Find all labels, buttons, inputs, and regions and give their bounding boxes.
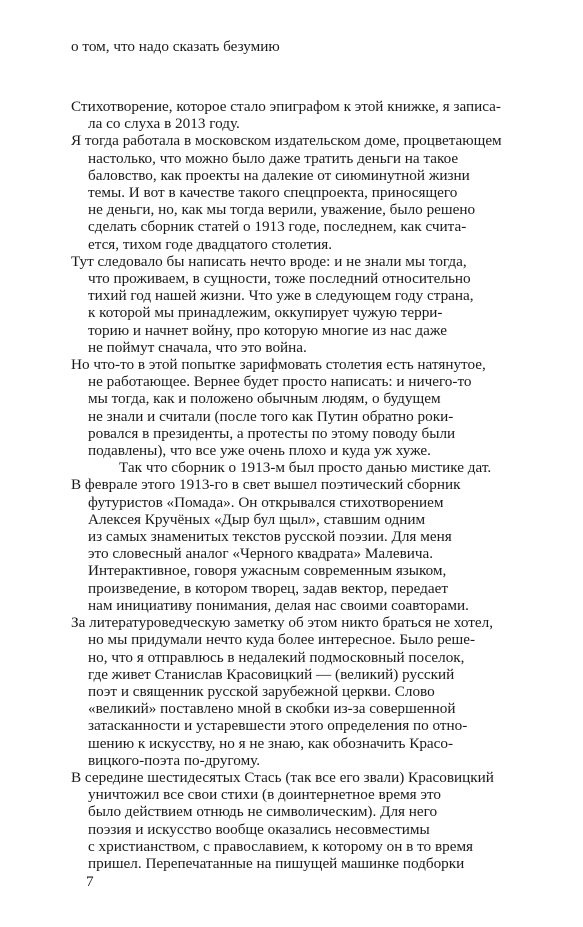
text-line: не поймут сначала, что это война.	[88, 338, 307, 356]
text-line: пришел. Перепечатанные на пишущей машинке подборки	[88, 854, 465, 872]
text-line: затасканности и устаревшести этого определения по отно-	[88, 717, 468, 735]
text-line: к которой мы принадлежим, оккупирует чужую терри-	[88, 304, 443, 322]
text-line: не деньги, но, как мы тогда верили, уважение, было решено	[88, 201, 476, 219]
text-line: поэт и священник русской зарубежной церкви. Слово	[88, 682, 435, 700]
text-line: уничтожил все свои стихи (в доинтернетное время это	[88, 786, 442, 804]
paragraph-4	[71, 356, 561, 476]
text-line: что проживаем, в сущности, тоже последний относительно	[88, 270, 471, 288]
text-line: не работающее. Вернее будет просто написать: и ничего-то	[88, 373, 472, 391]
text-line: Я тогда работала в московском издательском доме, процветающем	[71, 132, 502, 150]
text-line: настолько, что можно было даже тратить деньги на такое	[88, 149, 459, 167]
text-line: сделать сборник статей о 1913 годе, последнем, как счита-	[88, 218, 467, 236]
text-line: где живет Станислав Красовицкий — (великий) русский	[88, 665, 455, 683]
text-line: ла со слуха в 2013 году.	[88, 115, 240, 133]
paragraph-3	[71, 253, 561, 356]
running-head: о том, что надо сказать безумию	[71, 38, 280, 55]
text-line: В середине шестидесятых Стась (так все его звали) Красовицкий	[71, 768, 494, 786]
text-line: «великий» поставлено мной в скобки из-за совершенной	[88, 700, 456, 718]
text-line: Так что сборник о 1913-м был просто данью мистике дат.	[119, 459, 492, 477]
text-line: Алексея Кручёных «Дыр бул щыл», ставшим одним	[88, 510, 426, 528]
text-line: вицкого-поэта по-другому.	[88, 751, 261, 769]
text-line: с христианством, с православием, к которому он в то время	[88, 837, 474, 855]
text-line: это словесный аналог «Черного квадрата» Малевича.	[88, 545, 434, 563]
text-line: но мы придумали нечто куда более интересное. Было реше-	[88, 631, 476, 649]
paragraph-5	[71, 476, 561, 614]
text-line: В феврале этого 1913-го в свет вышел поэтический сборник	[71, 476, 461, 494]
text-line: Тут следовало бы написать нечто вроде: и не знали мы тогда,	[71, 252, 467, 270]
text-line: нам инициативу понимания, делая нас своими соавторами.	[88, 596, 469, 614]
text-line: ровался в президенты, а протесты по этому поводу были	[88, 424, 456, 442]
paragraph-2	[71, 132, 561, 252]
text-line: ется, тихом годе двадцатого столетия.	[88, 235, 332, 253]
text-line: темы. И вот в качестве такого спецпроекта, приносящего	[88, 184, 458, 202]
paragraph-7	[71, 769, 561, 872]
text-line: но, что я отправлюсь в недалекий подмосковный поселок,	[88, 648, 465, 666]
text-line: баловство, как проекты на далекие от сиюминутной жизни	[88, 166, 470, 184]
text-line: Но что-то в этой попытке зарифмовать столетия есть натянутое,	[71, 356, 486, 374]
text-line: футуристов «Помада». Он открывался стихотворением	[88, 493, 444, 511]
text-line: тихий год нашей жизни. Что уже в следующем году страна,	[88, 287, 474, 305]
text-line: Стихотворение, которое стало эпиграфом к этой книжке, я записа-	[71, 98, 501, 115]
text-line: было действием отнюдь не символическим). Для него	[88, 803, 438, 821]
paragraph-1	[71, 98, 561, 132]
paragraph-6	[71, 614, 561, 769]
page-number: 7	[86, 873, 94, 890]
text-line: торию и начнет войну, про которую многие из нас даже	[88, 321, 447, 339]
text-line: не знали и считали (после того как Путин обратно роки-	[88, 407, 454, 425]
body-text	[71, 98, 561, 872]
text-line: поэзия и искусство вообще оказались несовместимы	[88, 820, 430, 838]
text-line: За литературоведческую заметку об этом никто браться не хотел,	[71, 614, 494, 632]
text-line: произведение, в котором творец, задав вектор, передает	[88, 579, 449, 597]
text-line: мы тогда, как и положено обычным людям, о будущем	[88, 390, 441, 408]
text-line: подавлены), что все уже очень плохо и куда уж хуже.	[88, 442, 431, 460]
text-line: из самых знаменитых текстов русской поэзии. Для меня	[88, 528, 452, 546]
text-line: шению к искусству, но я не знаю, как обозначить Красо-	[88, 734, 454, 752]
text-line: Интерактивное, говоря ужасным современным языком,	[88, 562, 447, 580]
